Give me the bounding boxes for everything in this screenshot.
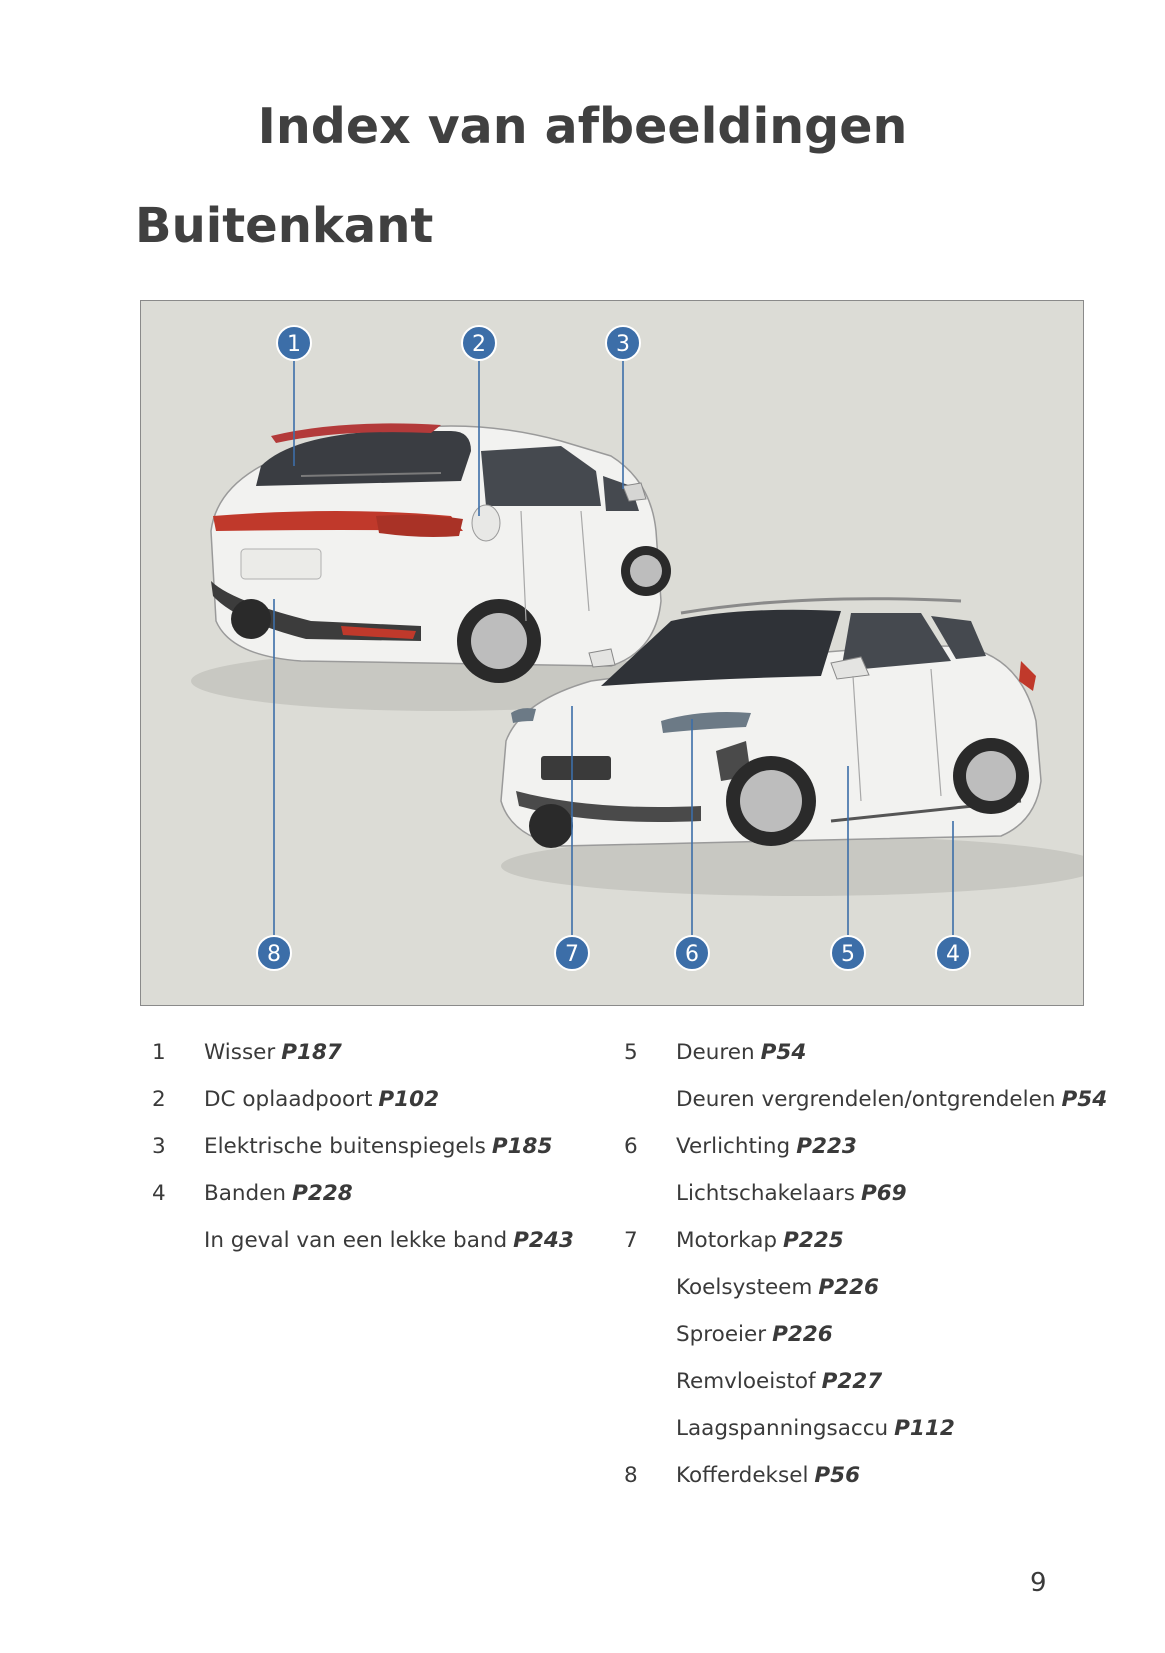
callout-1: [277, 326, 311, 360]
page-reference[interactable]: P112: [894, 1416, 955, 1441]
page-reference[interactable]: P227: [821, 1369, 883, 1394]
callout-7: [555, 936, 589, 970]
page-reference[interactable]: P54: [1061, 1087, 1108, 1112]
legend-label: Motorkap: [676, 1228, 778, 1253]
legend-label: Verlichting: [676, 1134, 791, 1159]
car-illustration: [141, 301, 1084, 1006]
legend-number: 4: [152, 1181, 166, 1206]
legend-label: Remvloeistof: [676, 1369, 816, 1394]
legend-item: [624, 1087, 1124, 1134]
legend-item: [624, 1134, 1124, 1181]
legend-item: [152, 1040, 612, 1087]
page-reference[interactable]: P54: [760, 1040, 807, 1065]
callout-4: [936, 936, 970, 970]
legend-number: 8: [624, 1463, 638, 1488]
legend-item: [152, 1134, 612, 1181]
svg-text:5: 5: [841, 942, 855, 967]
callout-6: [675, 936, 709, 970]
callout-2: [462, 326, 496, 360]
page-reference[interactable]: P228: [292, 1181, 353, 1206]
page-reference[interactable]: P185: [491, 1134, 553, 1159]
legend-number: 3: [152, 1134, 166, 1159]
page-reference[interactable]: P102: [378, 1087, 440, 1112]
legend-item: [624, 1322, 1124, 1369]
legend-item: [152, 1087, 612, 1134]
svg-text:1: 1: [287, 332, 301, 357]
legend-item: [624, 1228, 1124, 1275]
legend-item: [624, 1275, 1124, 1322]
legend-label: Banden: [204, 1181, 287, 1206]
page-number: 9: [1030, 1568, 1047, 1598]
legend-item: [624, 1463, 1124, 1510]
page-title: Index van afbeeldingen: [257, 98, 908, 155]
legend-label: Deuren: [676, 1040, 755, 1065]
page-reference[interactable]: P226: [772, 1322, 833, 1347]
page-reference[interactable]: P187: [281, 1040, 342, 1065]
legend-item: [624, 1416, 1124, 1463]
legend-label: Laagspanningsaccu: [676, 1416, 889, 1441]
svg-text:2: 2: [472, 332, 486, 357]
page-reference[interactable]: P223: [796, 1134, 857, 1159]
legend-number: 1: [152, 1040, 166, 1065]
rear-car: [191, 423, 691, 711]
callout-3: [606, 326, 640, 360]
legend-right: [624, 1040, 1124, 1510]
legend-number: 7: [624, 1228, 638, 1253]
legend-number: 2: [152, 1087, 166, 1112]
page-reference[interactable]: P226: [818, 1275, 879, 1300]
svg-text:3: 3: [616, 332, 630, 357]
page-reference[interactable]: P243: [513, 1228, 574, 1253]
legend-item: [624, 1369, 1124, 1416]
legend-label: Wisser: [204, 1040, 276, 1065]
legend-label: Sproeier: [676, 1322, 767, 1347]
section-title: Buitenkant: [135, 198, 434, 254]
legend-label: Deuren vergrendelen/ontgrendelen: [676, 1087, 1056, 1112]
callout-8: [257, 936, 291, 970]
callout-5: [831, 936, 865, 970]
legend-item: [624, 1181, 1124, 1228]
legend-number: 6: [624, 1134, 638, 1159]
legend-item: [152, 1181, 612, 1228]
legend-label: Kofferdeksel: [676, 1463, 809, 1488]
legend-label: Lichtschakelaars: [676, 1181, 855, 1206]
legend-left: [152, 1040, 612, 1275]
legend-number: 5: [624, 1040, 638, 1065]
page-reference[interactable]: P225: [783, 1228, 844, 1253]
svg-text:8: 8: [267, 942, 281, 967]
exterior-figure: [140, 300, 1084, 1006]
legend-label: Elektrische buitenspiegels: [204, 1134, 486, 1159]
legend-label: Koelsysteem: [676, 1275, 813, 1300]
page-reference[interactable]: P69: [860, 1181, 907, 1206]
legend-item: [624, 1040, 1124, 1087]
svg-text:4: 4: [946, 942, 960, 967]
legend-item: [152, 1228, 612, 1275]
svg-text:6: 6: [685, 942, 699, 967]
legend-label: DC oplaadpoort: [204, 1087, 373, 1112]
page-reference[interactable]: P56: [814, 1463, 861, 1488]
legend-label: In geval van een lekke band: [204, 1228, 508, 1253]
svg-text:7: 7: [565, 942, 579, 967]
